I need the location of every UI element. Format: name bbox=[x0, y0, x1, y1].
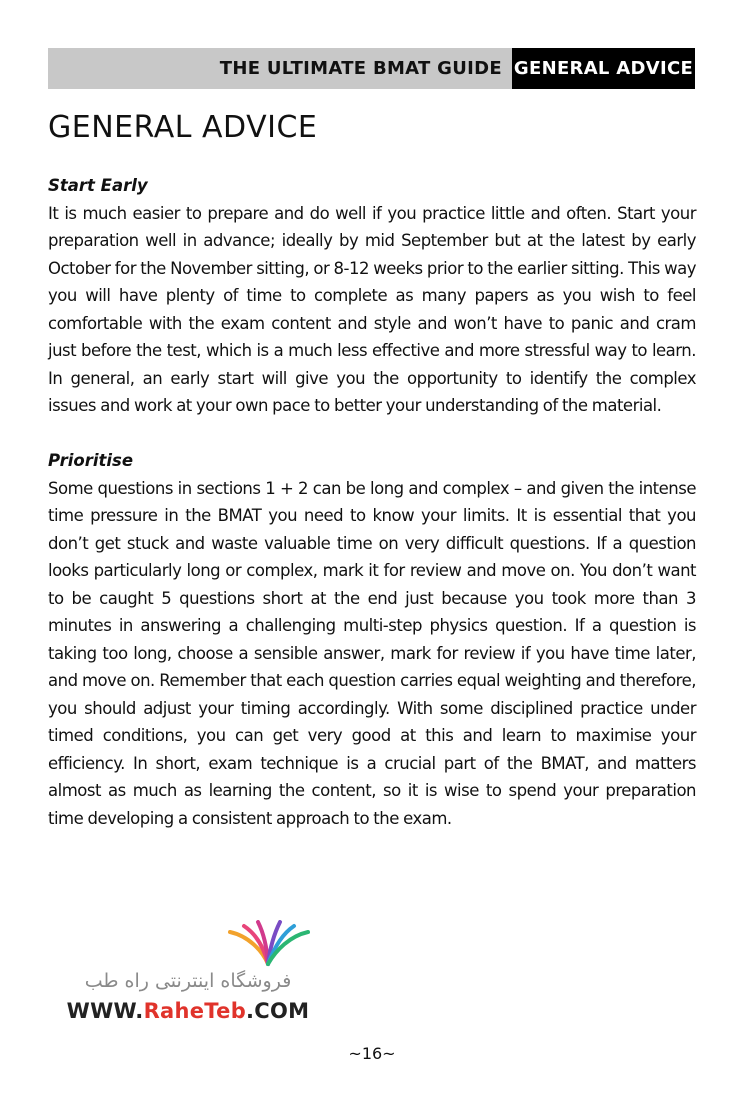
main-content bbox=[48, 172, 696, 832]
watermark-url-suffix: .COM bbox=[246, 999, 310, 1023]
running-header bbox=[48, 48, 695, 89]
section-body-start-early: It is much easier to prepare and do well if you practice little and often. Start your preparation well in advance; ideally by mid September but at the latest by early October for the November sitting, or 8-12 weeks prior to the earlier sitting. This way you will have plenty of time to complete as many papers as you wish to feel comfortable with the exam content and style and won’t have to panic and cram just before the test, which is a much less effective and more stressful way to learn. In general, an early start will give you the opportunity to identify the complex issues and work at your own pace to better your understanding of the material. bbox=[48, 203, 696, 415]
section-body-prioritise: Some questions in sections 1 + 2 can be long and complex – and given the intense time pressure in the BMAT you need to know your limits. It is essential that you don’t get stuck and waste valuable time on very difficult questions. If a question looks particularly long or complex, mark it for review and move on. You don’t want to be caught 5 questions short at the end just because you took more than 3 minutes in answering a challenging multi-step physics question. If a question is taking too long, choose a sensible answer, mark for review if you have time later, and move on. Remember that each question carries equal weighting and therefore, you should adjust your timing accordingly. With some disciplined practice under timed conditions, you can get very good at this and learn to maximise your efficiency. In short, exam technique is a crucial part of the BMAT, and matters almost as much as learning the content, so it is wise to spend your preparation time developing a consistent approach to the exam. bbox=[48, 478, 696, 828]
watermark-persian-text: فروشگاه اینترنتی راه طب bbox=[84, 970, 292, 992]
page-title: GENERAL ADVICE bbox=[48, 110, 318, 145]
watermark-url-brand: RaheTeb bbox=[143, 999, 247, 1023]
header-guide-title: THE ULTIMATE BMAT GUIDE bbox=[48, 48, 512, 89]
watermark bbox=[62, 920, 314, 1030]
watermark-url-prefix: WWW. bbox=[66, 999, 144, 1023]
watermark-url bbox=[62, 999, 314, 1023]
header-section-label: GENERAL ADVICE bbox=[512, 48, 695, 89]
section-heading-start-early: Start Early bbox=[48, 176, 148, 195]
paragraph-spacer bbox=[48, 420, 696, 448]
section-heading-prioritise: Prioritise bbox=[48, 451, 134, 470]
open-book-icon bbox=[222, 920, 314, 968]
page-number: ~16~ bbox=[348, 1044, 396, 1063]
